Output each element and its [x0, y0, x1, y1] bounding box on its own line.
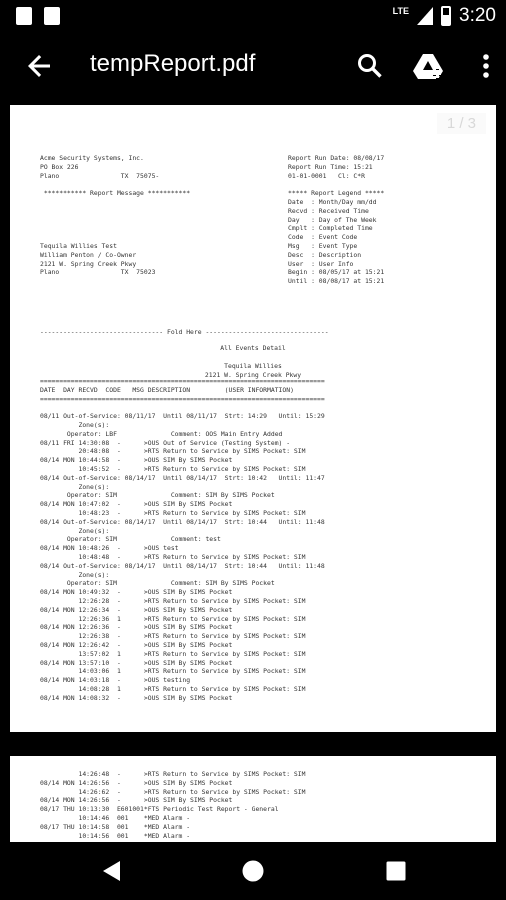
more-vert-icon[interactable] [470, 50, 502, 82]
notification-app-icon [16, 7, 32, 25]
section-title: All Events Detail [220, 344, 286, 352]
search-icon[interactable] [354, 50, 386, 82]
event-detail-table: ========================================================================== DATE DAY RECVD CODE MSG DESCRIPTION (USER INFORMATION) ========================================================================== 08/11 Out-of-Service: 08/11/17 Until 08/11/17 Strt: 14:29 Until: 15:29 Zone(s): Operator: LBF Comment: OOS Main Entry Added 08/11 FRI 14:30:08 - >OUS Out of Service (Testing System) - 20:48:08 - >RTS Return to Service by SIMS Pocket: SIM 08/14 MON 10:44:58 - >OUS SIM By SIMS Pocket 10:45:52 - >RTS Return to Service by SIMS Pocket: SIM 08/14 Out-of-Service: 08/14/17 Until 08/14/17 Strt: 10:42 Until: 11:47 Zone(s): Operator: SIM Comment: SIM By SIMS Pocket 08/14 MON 10:47:02 - >OUS SIM By SIMS Pocket 10:48:23 - >RTS Return to Service by SIMS Pocket: SIM 08/14 Out-of-Service: 08/14/17 Until 08/14/17 Strt: 10:44 Until: 11:48 Zone(s): Operator: SIM Comment: test 08/14 MON 10:48:26 - >OUS test 10:48:48 - >RTS Return to Service by SIMS Pocket: SIM 08/14 Out-of-Service: 08/14/17 Until 08/14/17 Strt: 10:44 Until: 11:48 Zone(s): Operator: SIM Comment: SIM By SIMS Pocket 08/14 MON 10:49:32 - >OUS SIM By SIMS Pocket 12:26:28 - >RTS Return to Service by SIMS Pocket: SIM 08/14 MON 12:26:34 - >OUS SIM By SIMS Pocket 12:26:36 1 >RTS Return to Service by SIMS Pocket: SIM 08/14 MON 12:26:36 - >OUS SIM By SIMS Pocket 12:26:38 - >RTS Return to Service by SIMS Pocket: SIM 08/14 MON 12:26:42 - >OUS SIM By SIMS Pocket 13:57:02 1 >RTS Return to Service by SIMS Pocket: SIM 08/14 MON 13:57:10 - >OUS SIM By SIMS Pocket 14:03:06 1 >RTS Return to Service by SIMS Pocket: SIM 08/14 MON 14:03:18 - >OUS testing 14:08:28 1 >RTS Return to Service by SIMS Pocket: SIM 08/14 MON 14:08:32 - >OUS SIM By SIMS Pocket [40, 377, 325, 702]
location-address: 2121 W. Spring Creek Pkwy [204, 370, 302, 379]
notification-file-icon [44, 7, 60, 25]
fold-line: -------------------------------- Fold Here -------------------------------- [40, 328, 329, 336]
nav-back-icon[interactable] [100, 859, 124, 883]
signal-icon [417, 7, 433, 25]
location-name: Tequila Willies [224, 361, 282, 370]
event-detail-continued: 14:26:48 - >RTS Return to Service by SIMS Pocket: SIM 08/14 MON 14:26:56 - >OUS SIM By SIMS Pocket 14:26:62 - >RTS Return to Service by SIMS Pocket: SIM 08/14 MON 14:26:56 - >OUS SIM By SIMS Pocket 08/17 THU 10:13:30 E601001*FTS Periodic Test Report - General 10:14:46 001 *MED Alarm - 08/17 THU 10:14:58 001 *MED Alarm - 10:14:56 001 *MED Alarm - [40, 770, 306, 840]
nav-recents-icon[interactable] [384, 859, 408, 883]
page-indicator: 1 / 3 [437, 113, 486, 134]
clock: 3:20 [459, 5, 496, 26]
document-title: tempReport.pdf [90, 50, 256, 77]
app-bar [0, 32, 506, 100]
navigation-bar [0, 842, 506, 900]
google-drive-icon[interactable] [412, 50, 444, 82]
report-header-company: Acme Security Systems, Inc. PO Box 226 Plano TX 75075- *********** Report Message *********** Tequila Willies Test William Penton / Co-Owner 2121 W. Spring Creek Pkwy Plano TX 75023 [40, 154, 191, 277]
battery-icon [441, 6, 451, 26]
pdf-page-2 [10, 756, 496, 842]
pdf-page-1 [10, 105, 496, 732]
pdf-viewer[interactable] [0, 100, 506, 842]
status-bar [0, 0, 506, 32]
arrow-back-icon[interactable] [24, 50, 56, 82]
network-type: LTE [392, 6, 410, 16]
nav-home-icon[interactable] [241, 859, 265, 883]
report-legend: Report Run Date: 08/08/17 Report Run Time: 15:21 01-01-0001 Cl: C*R ***** Report Legend ***** Date : Month/Day mm/dd Recvd : Received Time Day : Day of The Week Cmplt : Completed Time Code : Event Code Msg : Event Type Desc : Description User : User Info Begin : 08/05/17 at 15:21 Until : 08/08/17 at 15:21 [288, 154, 385, 286]
